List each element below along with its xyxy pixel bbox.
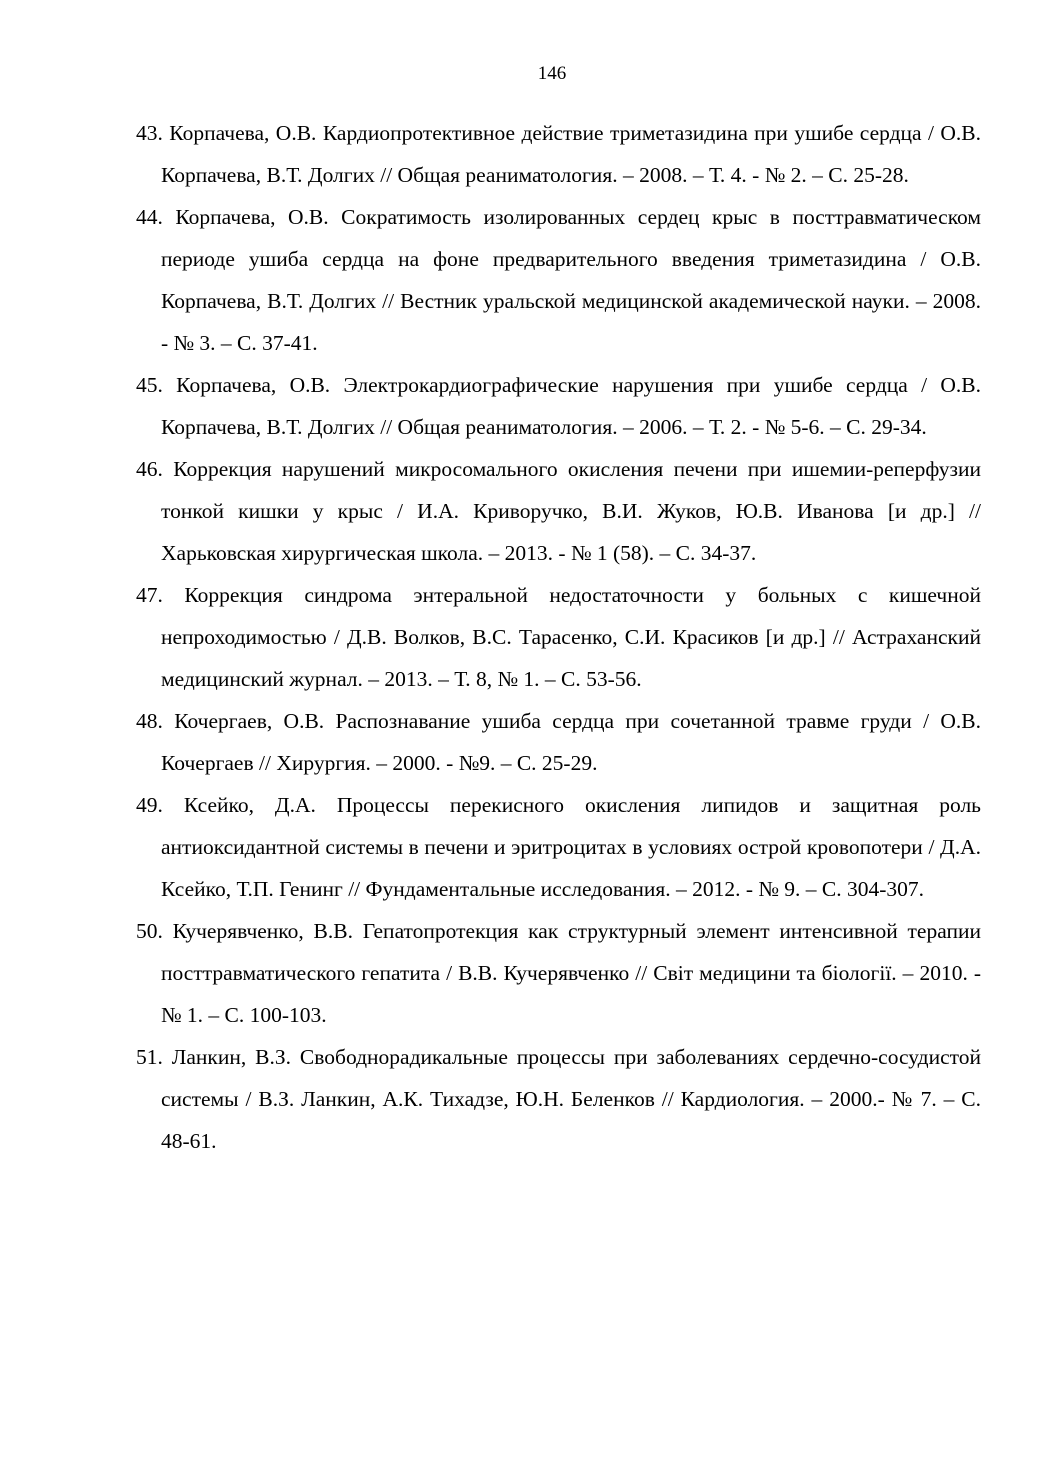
reference-item: [124, 1036, 981, 1162]
reference-text: Ланкин, В.З. Свободнорадикальные процессы при заболеваниях сердечно-сосудистой системы / В.З. Ланкин, А.К. Тихадзе, Ю.Н. Беленков // Кардиология. – 2000.- № 7. – С. 48-61.: [161, 1045, 981, 1153]
reference-item: [124, 784, 981, 910]
reference-text: Ксейко, Д.А. Процессы перекисного окисления липидов и защитная роль антиоксидантной системы в печени и эритроцитах в условиях острой кровопотери / Д.А. Ксейко, Т.П. Генинг // Фундаментальные исследования. – 2012. - № 9. – С. 304-307.: [161, 793, 981, 901]
reference-number: 45.: [136, 373, 163, 397]
reference-number: 49.: [136, 793, 163, 817]
reference-number: 46.: [136, 457, 163, 481]
reference-text: Корпачева, О.В. Электрокардиографические нарушения при ушибе сердца / О.В. Корпачева, В.Т. Долгих // Общая реаниматология. – 2006. – Т. 2. - № 5-6. – С. 29-34.: [161, 373, 981, 439]
reference-item: [124, 574, 981, 700]
reference-entry: [136, 196, 981, 364]
reference-item: [124, 112, 981, 196]
reference-entry: [136, 364, 981, 448]
reference-entry: [136, 112, 981, 196]
reference-text: Кучерявченко, В.В. Гепатопротекция как структурный элемент интенсивной терапии посттравматического гепатита / В.В. Кучерявченко // Світ медицини та біології. – 2010. - № 1. – С. 100-103.: [161, 919, 982, 1027]
reference-number: 50.: [136, 919, 163, 943]
reference-item: [124, 364, 981, 448]
reference-entry: [136, 1036, 981, 1162]
reference-item: [124, 448, 981, 574]
reference-item: [124, 910, 981, 1036]
reference-number: 48.: [136, 709, 163, 733]
reference-entry: [136, 448, 981, 574]
reference-text: Корпачева, О.В. Кардиопротективное действие триметазидина при ушибе сердца / О.В. Корпачева, В.Т. Долгих // Общая реаниматология. – 2008. – Т. 4. - № 2. – С. 25-28.: [161, 121, 981, 187]
reference-entry: [136, 784, 981, 910]
reference-text: Корпачева, О.В. Сократимость изолированных сердец крыс в посттравматическом периоде ушиба сердца на фоне предварительного введения триметазидина / О.В. Корпачева, В.Т. Долгих // Вестник уральской медицинской академической науки. – 2008. - № 3. – С. 37-41.: [161, 205, 981, 355]
reference-number: 51.: [136, 1045, 163, 1069]
reference-item: [124, 196, 981, 364]
reference-text: Коррекция синдрома энтеральной недостаточности у больных с кишечной непроходимостью / Д.В. Волков, В.С. Тарасенко, С.И. Красиков [и др.] // Астраханский медицинский журнал. – 2013. – Т. 8, № 1. – С. 53-56.: [161, 583, 981, 691]
reference-item: [124, 700, 981, 784]
reference-list: [124, 112, 981, 1162]
reference-entry: [136, 700, 981, 784]
reference-text: Кочергаев, О.В. Распознавание ушиба сердца при сочетанной травме груди / О.В. Кочергаев // Хирургия. – 2000. - №9. – С. 25-29.: [161, 709, 981, 775]
reference-entry: [136, 910, 981, 1036]
reference-number: 47.: [136, 583, 163, 607]
reference-number: 44.: [136, 205, 163, 229]
page-number: 146: [537, 63, 567, 84]
reference-entry: [136, 574, 981, 700]
reference-text: Коррекция нарушений микросомального окисления печени при ишемии-реперфузии тонкой кишки у крыс / И.А. Криворучко, В.И. Жуков, Ю.В. Иванова [и др.] // Харьковская хирургическая школа. – 2013. - № 1 (58). – С. 34-37.: [161, 457, 981, 565]
reference-number: 43.: [136, 121, 163, 145]
